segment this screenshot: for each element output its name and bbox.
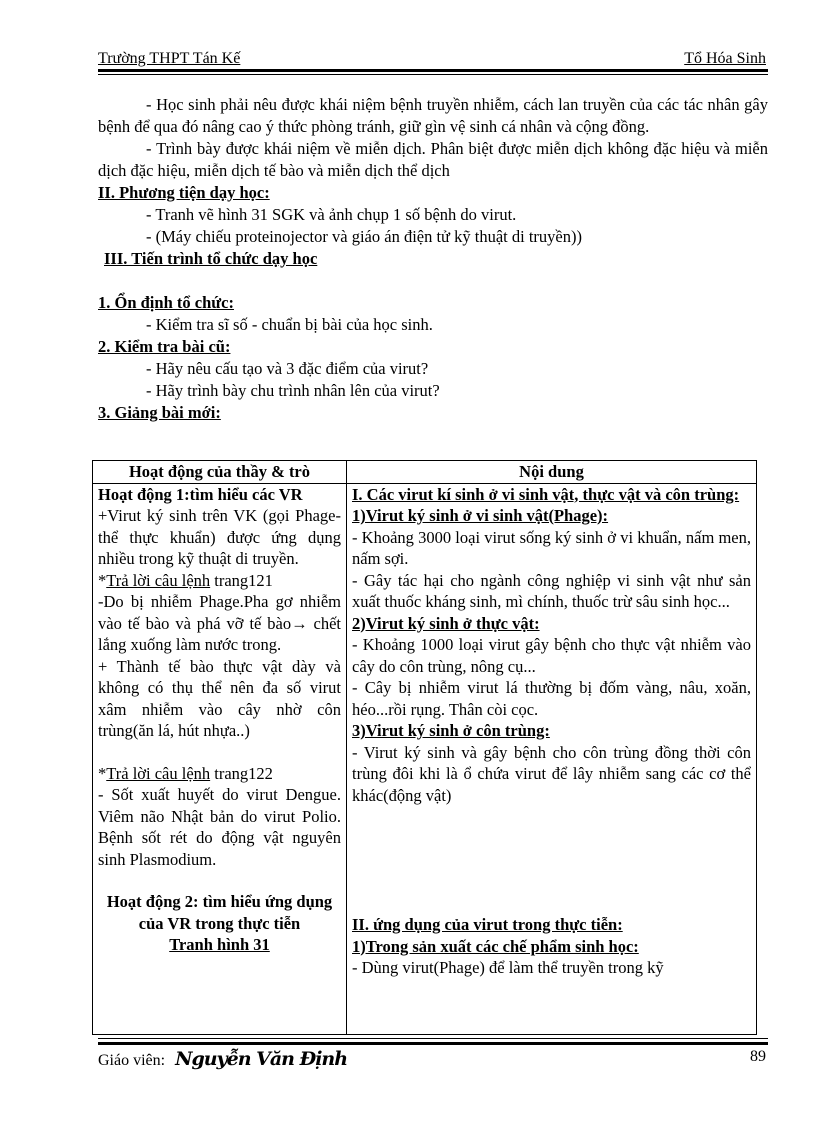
step-1-item: - Kiểm tra sĩ số - chuẩn bị bài của học sinh. — [146, 315, 433, 334]
section-3-title: III. Tiến trình tổ chức dạy học — [104, 249, 318, 268]
section-2-title: II. Phương tiện dạy học: — [98, 183, 270, 202]
content-section-2-title: II. ứng dụng của virut trong thực tiễn: — [352, 915, 623, 934]
content-sub-4-title: 1)Trong sản xuất các chế phẩm sinh học: — [352, 936, 639, 956]
step-1-title: 1. Ổn định tổ chức: — [98, 293, 234, 312]
activities-cell — [93, 483, 347, 1034]
answer-1: -Do bị nhiễm Phage.Pha gơ nhiễm vào tế bào và phá vỡ tế bào→ chết lắng xuống làm nước trong. — [98, 592, 341, 654]
activity-1-text: +Virut ký sinh trên VK (gọi Phage-thể thực khuẩn) được ứng dụng nhiều trong kỹ thuật di truyền. — [98, 506, 341, 568]
table-header-activities: Hoạt động của thầy & trò — [93, 461, 347, 484]
section-2-item: - Tranh vẽ hình 31 SGK và ảnh chụp 1 số bệnh do virut. — [146, 205, 517, 224]
header-rule — [98, 69, 768, 72]
step-2-item: - Hãy trình bày chu trình nhân lên của virut? — [146, 381, 440, 400]
table-header-content: Nội dung — [347, 461, 757, 484]
teacher-label: Giáo viên: — [98, 1052, 166, 1069]
content-item: - Khoảng 1000 loại virut gây bệnh cho thực vật nhiễm vào cây do côn trùng, nông cụ... — [352, 635, 751, 676]
question-2: *Trả lời câu lệnh trang122 — [98, 763, 273, 783]
content-cell — [347, 483, 757, 1034]
page-number: 89 — [750, 1048, 766, 1065]
objective-1: - Học sinh phải nêu được khái niệm bệnh truyền nhiễm, cách lan truyền của các tác nhân gây bệnh để qua đó nâng cao ý thức phòng tránh, giữ gìn vệ sinh cá nhân và cộng đồng. — [98, 95, 768, 136]
step-2-item: - Hãy nêu cấu tạo và 3 đặc điểm của virut? — [146, 359, 429, 378]
header-school: Trường THPT Tán Kế — [98, 50, 241, 67]
footer-rule-thin — [98, 1038, 768, 1039]
document-body — [98, 94, 768, 424]
step-2-title: 2. Kiểm tra bài cũ: — [98, 337, 231, 356]
question-1: *Trả lời câu lệnh trang121 — [98, 570, 273, 590]
answer-1b: + Thành tế bào thực vật dày và không có thụ thể nên đa số virut xâm nhiễm vào cây nhờ côn trùng(ăn lá, hút nhựa..) — [98, 656, 341, 740]
activity-2-sub: Tranh hình 31 — [169, 935, 270, 954]
footer-teacher — [98, 1048, 347, 1070]
content-item: - Khoảng 3000 loại virut sống ký sinh ở vi khuẩn, nấm men, nấm sợi. — [352, 527, 751, 568]
step-3-title: 3. Giảng bài mới: — [98, 403, 221, 422]
content-item: - Dùng virut(Phage) để làm thể truyền trong kỹ — [352, 958, 664, 977]
header-department: Tổ Hóa Sinh — [684, 50, 766, 67]
section-2-item: - (Máy chiếu proteinojector và giáo án điện tử kỹ thuật di truyền)) — [146, 227, 582, 246]
activity-1-title: Hoạt động 1:tìm hiểu các VR — [98, 484, 303, 504]
content-section-1-title: I. Các virut kí sinh ở vi sinh vật, thực vật và côn trùng: — [352, 484, 740, 504]
objective-2: - Trình bày được khái niệm về miễn dịch. Phân biệt được miễn dịch không đặc hiệu và miễn dịch đặc hiệu, miễn dịch tế bào và miễn dịch thể dịch — [98, 139, 768, 180]
header-rule-thin — [98, 74, 768, 75]
content-item: - Virut ký sinh và gây bệnh cho côn trùng đồng thời côn trùng đôi khi là ổ chứa virut để lây nhiễm sang các cơ thể khác(động vật) — [352, 742, 751, 805]
teacher-signature: Nguyễn Văn Định — [175, 1048, 348, 1070]
content-item: - Cây bị nhiễm virut lá thường bị đốm vàng, nâu, xoăn, héo...rồi rụng. Thân còi cọc. — [352, 678, 751, 719]
answer-2: - Sốt xuất huyết do virut Dengue. Viêm não Nhật bản do virut Polio. Bệnh sốt rét do động vật nguyên sinh Plasmodium. — [98, 785, 341, 869]
activity-2-title: Hoạt động 2: tìm hiểu ứng dụng của VR trong thực tiễn — [106, 892, 333, 933]
content-sub-2-title: 2)Virut ký sinh ở thực vật: — [352, 613, 540, 633]
lesson-table — [92, 460, 757, 1035]
content-sub-3-title: 3)Virut ký sinh ở côn trùng: — [352, 721, 550, 740]
footer-rule — [98, 1042, 768, 1045]
content-sub-1-title: 1)Virut ký sinh ở vi sinh vật(Phage): — [352, 506, 609, 525]
content-item: - Gây tác hại cho ngành công nghiệp vi sinh vật như sản xuất thuốc kháng sinh, mì chính, thuốc trừ sâu sinh học... — [352, 570, 751, 611]
